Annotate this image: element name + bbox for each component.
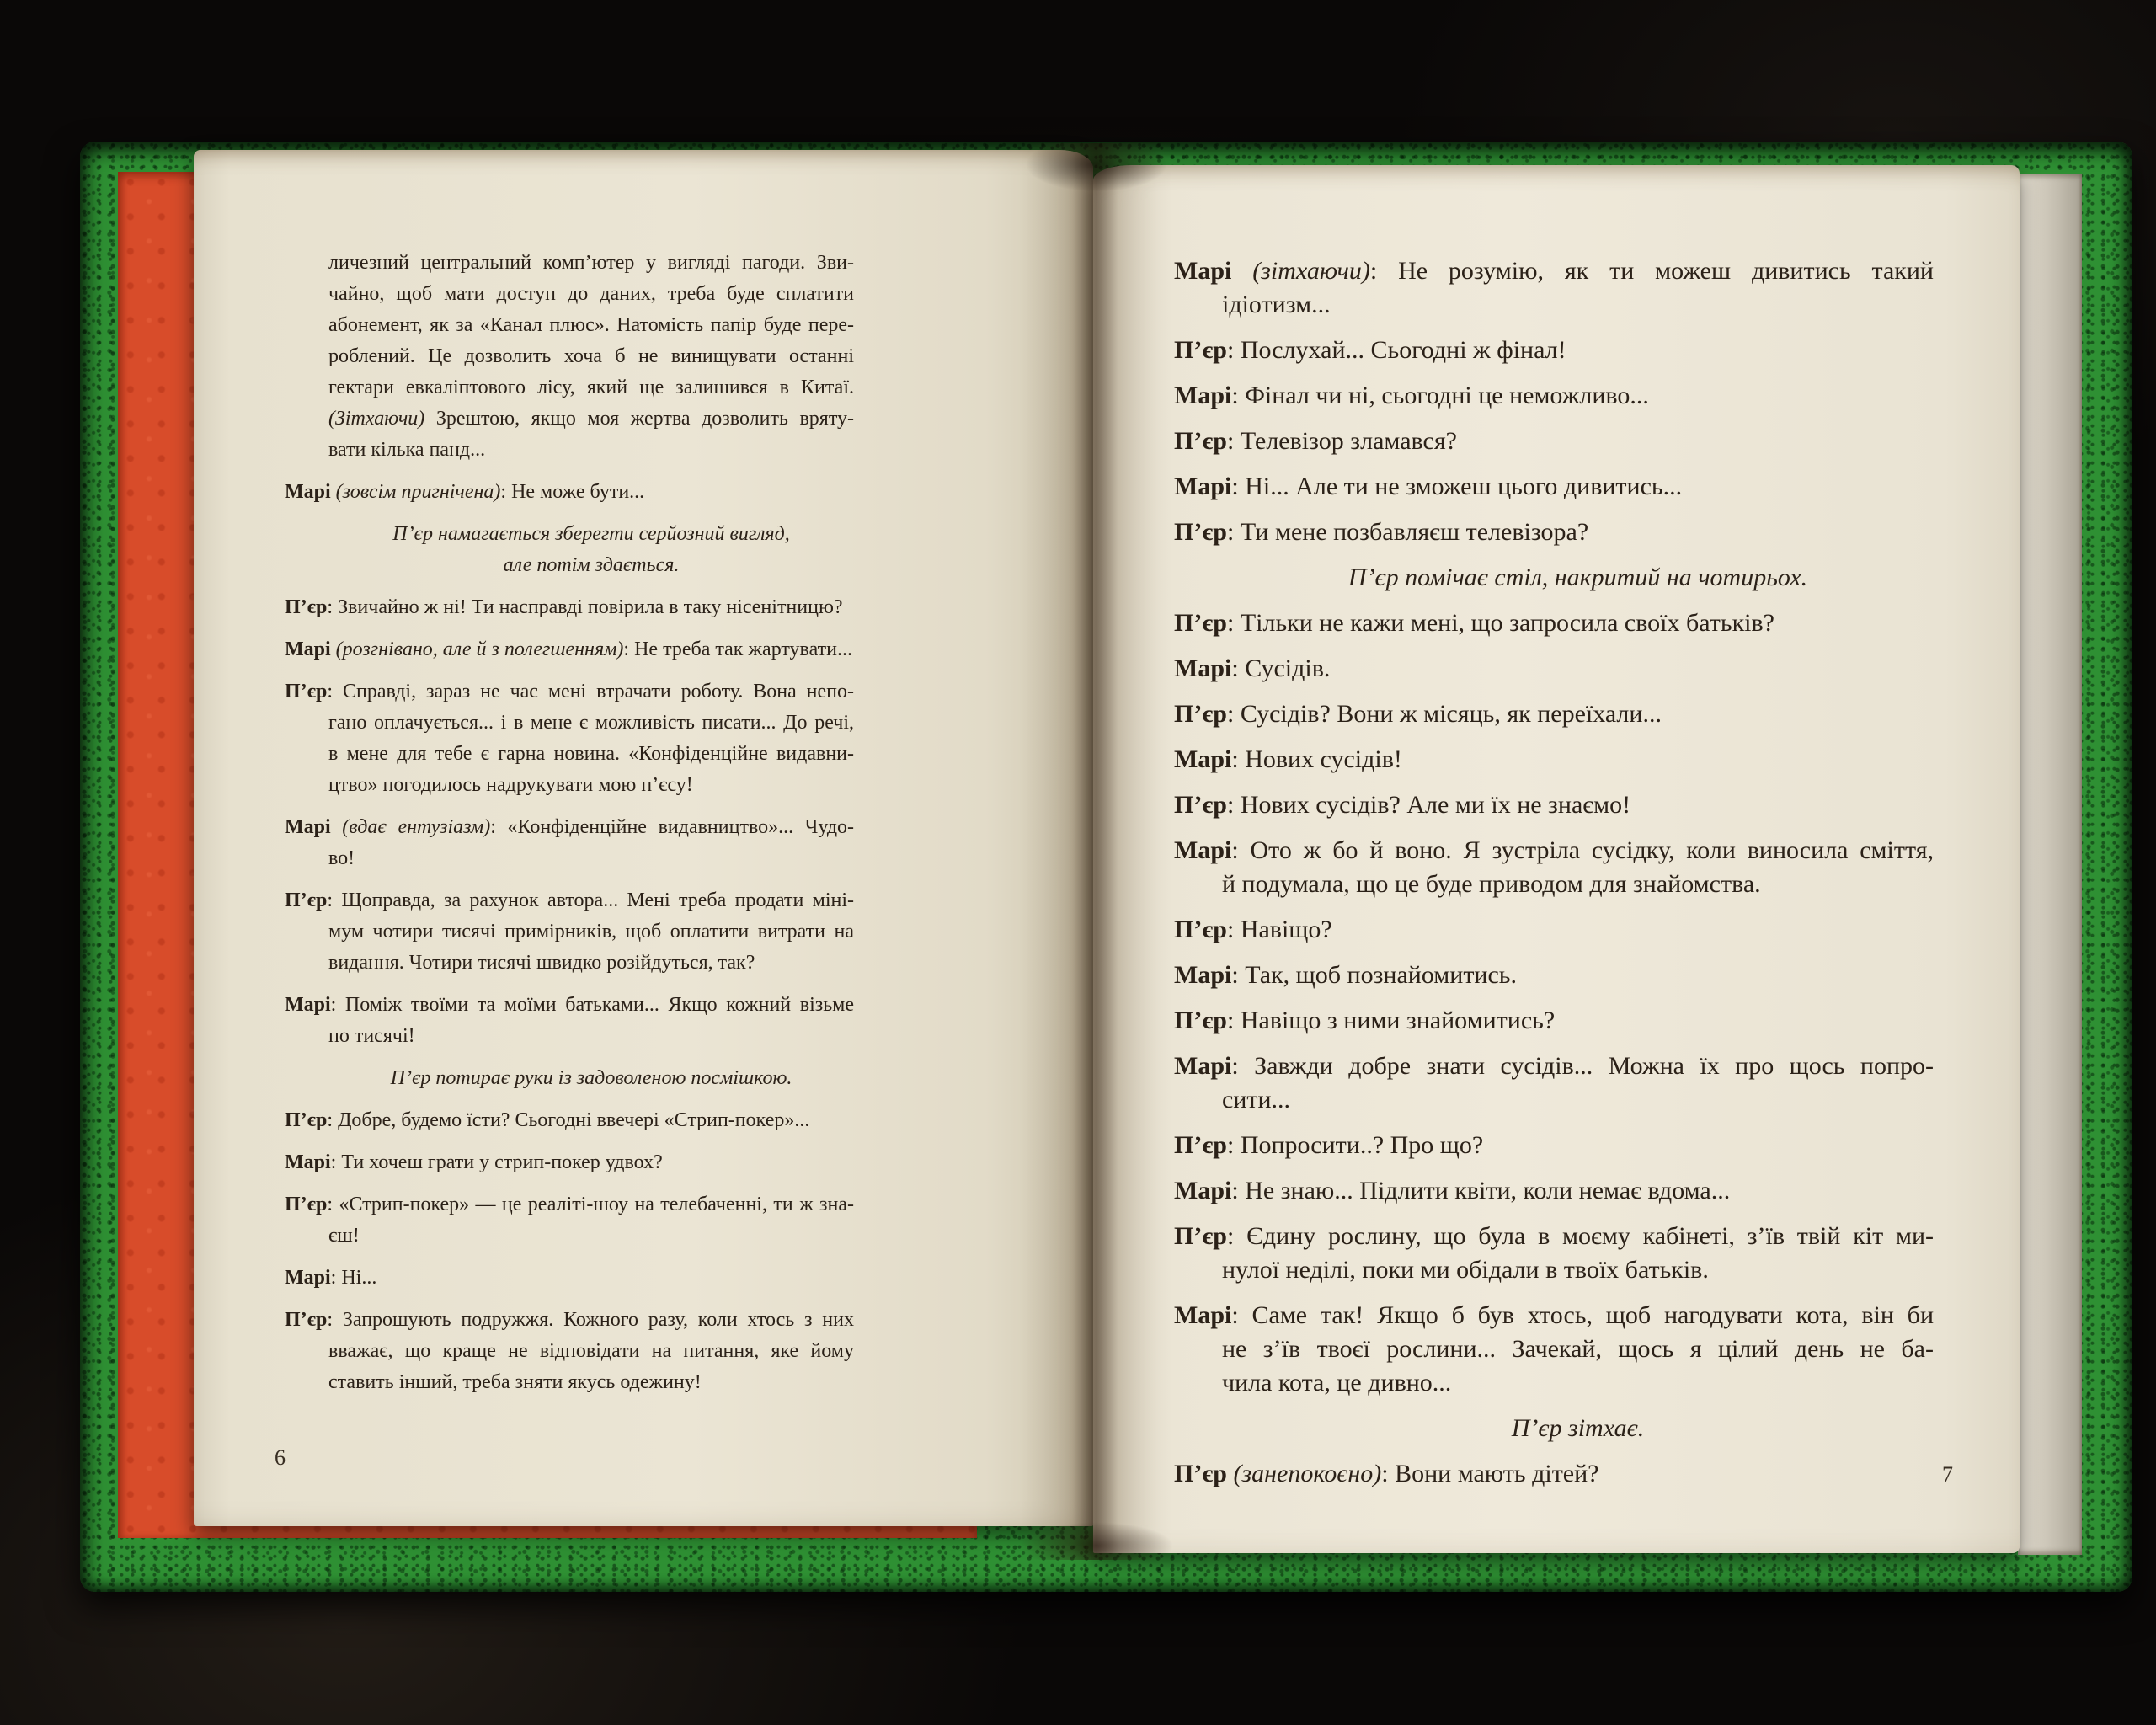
text-line: П’єр: Звичайно ж ні! Ти насправді повірила в таку нісенітницю? [285,596,843,618]
speaker-name: Марі [1174,382,1232,409]
right-page-text [1174,254,1934,1503]
text-line: Марі: Фінал чи ні, сьогодні це неможливо... [1174,382,1649,409]
text-line: Марі (розгнівано, але й з полегшенням): Не треба так жартувати... [285,638,852,660]
text-line: П’єр: Справді, зараз не час мені втрачати роботу. Вона непо- [285,681,854,702]
dialogue-paragraph [1174,1299,1934,1400]
text-line: Марі: Саме так! Якщо б був хтось, щоб нагодувати кота, він би [1174,1301,1934,1329]
text-line: П’єр помічає стіл, накритий на чотирьох. [1348,563,1808,591]
speaker-name: П’єр [1174,700,1227,728]
dialogue-paragraph [1174,425,1934,458]
dialogue-paragraph [285,812,854,874]
dialogue-paragraph [1174,1129,1934,1162]
speaker-name: Марі [1174,1177,1232,1204]
left-page-text [285,248,854,1409]
text-line: Марі: Ти хочеш грати у стрип-покер удвох? [285,1151,663,1173]
dialogue-paragraph [1174,334,1934,367]
page-number: 7 [1942,1462,1953,1487]
dialogue-paragraph [1174,788,1934,822]
dialogue-paragraph [1174,606,1934,640]
dialogue-paragraph [1174,1049,1934,1117]
dialogue-paragraph [285,1189,854,1252]
page-number: 6 [275,1445,286,1470]
dialogue-paragraph [285,248,854,466]
text-line: П’єр: Тільки не кажи мені, що запросила своїх батьків? [1174,609,1774,637]
speaker-name: Марі [285,994,331,1016]
stage-direction-inline: (вдає ентузіазм) [342,816,491,838]
page-stack-edge [2018,174,2082,1555]
speaker-name: Марі [285,481,331,503]
text-line: вважає, що краще не відповідати на питання, яке йому [328,1340,854,1362]
speaker-name: П’єр [1174,609,1227,637]
speaker-name: П’єр [285,681,328,702]
text-line: П’єр: Сусідів? Вони ж місяць, як переїхали... [1174,700,1662,728]
dialogue-paragraph [285,1263,854,1294]
text-line: Марі: Не знаю... Підлити квіти, коли немає вдома... [1174,1177,1731,1204]
text-line: (Зітхаючи) Зрештою, якщо моя жертва дозволить вряту- [328,408,854,430]
text-line: Марі (зітхаючи): Не розумію, як ти можеш дивитись такий [1174,257,1934,285]
speaker-name: П’єр [285,1109,328,1131]
text-line: П’єр: Послухай... Сьогодні ж фінал! [1174,336,1566,364]
speaker-name: П’єр [1174,427,1227,455]
dialogue-paragraph [1174,959,1934,992]
text-line: гано оплачується... і в мене є можливість писати... До речі, [328,712,854,734]
text-line: П’єр: Нових сусідів? Але ми їх не знаємо! [1174,791,1631,819]
stage-direction [1174,1412,1934,1445]
text-line: в мене для тебе є гарна новина. «Конфіденційне видавни- [328,743,854,765]
text-line: Марі: Завжди добре знати сусідів... Можна їх про щось попро- [1174,1052,1934,1080]
text-line: чила кота, це дивно... [1222,1369,1452,1397]
dialogue-paragraph [285,885,854,979]
text-line: гектари евкаліптового лісу, який ще залишився в Китаї. [328,377,854,398]
dialogue-paragraph [1174,1174,1934,1208]
text-line: Марі (вдає ентузіазм): «Конфіденційне видавництво»... Чудо- [285,816,855,838]
text-line: Марі: Ні... [285,1267,377,1289]
dialogue-paragraph [285,1305,854,1398]
text-line: ставить інший, треба зняти якусь одежину! [328,1371,702,1393]
text-line: нулої неділі, поки ми обідали в твоїх батьків. [1222,1256,1709,1284]
text-line: єш! [328,1225,360,1247]
text-line: але потім здається. [503,554,680,576]
speaker-name: П’єр [1174,1460,1227,1487]
text-line: П’єр (занепокоєно): Вони мають дітей? [1174,1460,1599,1487]
speaker-name: П’єр [1174,791,1227,819]
text-line: П’єр: Навіщо з ними знайомитись? [1174,1007,1556,1034]
text-line: Марі: Ні... Але ти не зможеш цього дивитись... [1174,473,1683,500]
stage-direction [285,519,854,581]
text-line: Марі: Сусідів. [1174,654,1331,682]
dialogue-paragraph [285,676,854,801]
text-line: П’єр: Навіщо? [1174,916,1332,943]
dialogue-paragraph [1174,697,1934,731]
speaker-name: П’єр [1174,336,1227,364]
text-line: абонемент, як за «Канал плюс». Натомість папір буде пере- [328,314,854,336]
stage-direction-inline: (зовсім пригнічена) [335,481,501,503]
speaker-name: П’єр [1174,518,1227,546]
text-line: роблений. Це дозволить хоча б не винищувати останні [328,345,854,367]
dialogue-paragraph [1174,379,1934,413]
text-line: не з’їв твоєї рослини... Зачекай, щось я цілий день не ба- [1222,1335,1934,1363]
dialogue-paragraph [285,1147,854,1178]
dialogue-paragraph [1174,652,1934,686]
text-line: во! [328,847,355,869]
text-line: личезний центральний комп’ютер у вигляді пагоди. Зви- [328,252,854,274]
dialogue-paragraph [1174,254,1934,322]
text-line: П’єр: Телевізор зламався? [1174,427,1457,455]
speaker-name: П’єр [1174,1007,1227,1034]
dialogue-paragraph [1174,834,1934,901]
left-page [194,150,1093,1526]
dialogue-paragraph [285,634,854,665]
text-line: по тисячі! [328,1025,415,1047]
text-line: П’єр потирає руки із задоволеною посмішкою. [390,1067,792,1089]
text-line: сити... [1222,1086,1291,1114]
speaker-name: П’єр [285,596,328,618]
text-line: П’єр зітхає. [1511,1414,1645,1442]
text-line: П’єр: «Стрип-покер» — це реаліті-шоу на телебаченні, ти ж зна- [285,1194,854,1215]
stage-direction-inline: (розгнівано, але й з полегшенням) [335,638,624,660]
text-line: Марі: Нових сусідів! [1174,745,1402,773]
speaker-name: П’єр [285,1309,328,1331]
dialogue-paragraph [1174,1457,1934,1491]
speaker-name: Марі [1174,836,1232,864]
speaker-name: Марі [1174,1052,1232,1080]
dialogue-paragraph [1174,515,1934,549]
text-line: Марі: Ото ж бо й воно. Я зустріла сусідку, коли виносила сміття, [1174,836,1934,864]
speaker-name: Марі [1174,473,1232,500]
text-line: Марі: Поміж твоїми та моїми батьками... Якщо кожний візьме [285,994,854,1016]
speaker-name: Марі [1174,961,1232,989]
speaker-name: Марі [285,638,331,660]
right-page [1093,165,2020,1553]
text-line: й подумала, що це буде приводом для знайомства. [1222,870,1761,898]
dialogue-paragraph [285,1105,854,1136]
dialogue-paragraph [1174,1004,1934,1038]
stage-direction-inline: (занепокоєно) [1233,1460,1382,1487]
dialogue-paragraph [1174,1220,1934,1287]
speaker-name: Марі [1174,257,1232,285]
speaker-name: Марі [285,1151,331,1173]
text-line: П’єр намагається зберегти серйозний вигляд, [392,523,790,545]
text-line: П’єр: Добре, будемо їсти? Сьогодні ввечері «Стрип-покер»... [285,1109,810,1131]
dialogue-paragraph [1174,470,1934,504]
text-line: мум чотири тисячі примірників, щоб оплатити витрати на [328,921,854,943]
speaker-name: Марі [285,816,331,838]
stage-direction-inline: (зітхаючи) [1252,257,1370,285]
text-line: Марі (зовсім пригнічена): Не може бути... [285,481,645,503]
text-line: чайно, щоб мати доступ до даних, треба буде сплатити [328,283,854,305]
dialogue-paragraph [1174,743,1934,777]
speaker-name: Марі [1174,745,1232,773]
stage-direction [1174,561,1934,595]
text-line: цтво» погодилось надрукувати мою п’єсу! [328,774,693,796]
speaker-name: Марі [285,1267,331,1289]
text-line: П’єр: Єдину рослину, що була в моєму кабінеті, з’їв твій кіт ми- [1174,1222,1934,1250]
speaker-name: Марі [1174,1301,1232,1329]
text-line: ідіотизм... [1222,291,1331,318]
speaker-name: П’єр [1174,1222,1227,1250]
speaker-name: П’єр [1174,916,1227,943]
text-line: вати кілька панд... [328,439,486,461]
speaker-name: Марі [1174,654,1232,682]
text-line: Марі: Так, щоб познайомитись. [1174,961,1517,989]
dialogue-paragraph [285,477,854,508]
speaker-name: П’єр [1174,1131,1227,1159]
dialogue-paragraph [1174,913,1934,947]
speaker-name: П’єр [285,1194,328,1215]
text-line: П’єр: Щоправда, за рахунок автора... Мені треба продати міні- [285,889,854,911]
text-line: видання. Чотири тисячі швидко розійдуться, так? [328,952,755,974]
text-line: П’єр: Ти мене позбавляєш телевізора? [1174,518,1589,546]
text-line: П’єр: Запрошують подружжя. Кожного разу, коли хтось з них [285,1309,854,1331]
stage-direction [285,1063,854,1094]
dialogue-paragraph [285,990,854,1052]
speaker-name: П’єр [285,889,328,911]
text-line: П’єр: Попросити..? Про що? [1174,1131,1484,1159]
dialogue-paragraph [285,592,854,623]
